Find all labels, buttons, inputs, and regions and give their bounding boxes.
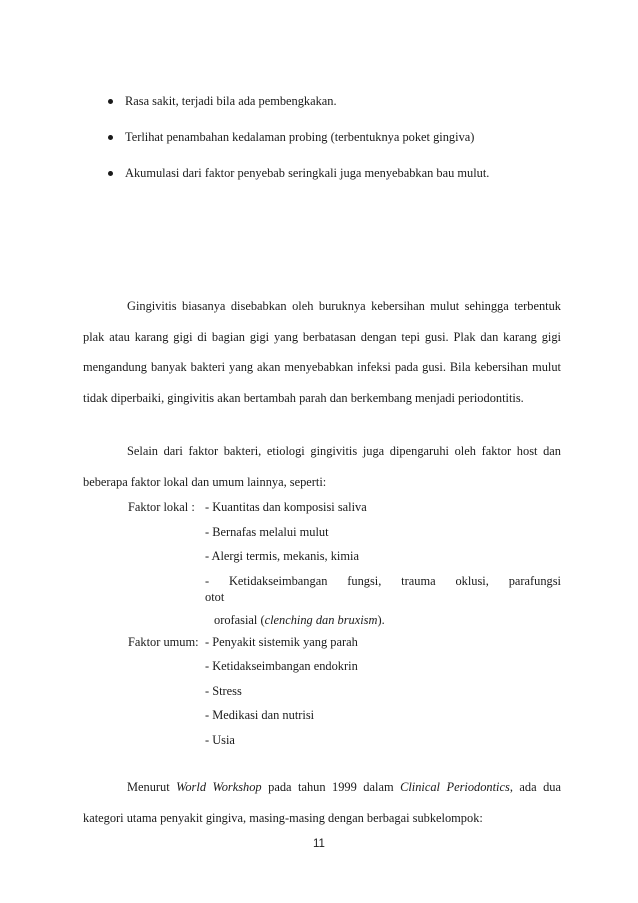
text-run: ). [377, 612, 385, 627]
local-factors-label: Faktor lokal : [128, 500, 195, 514]
list-item: - Stress [205, 683, 242, 698]
paragraph-gingivitis-cause [83, 291, 561, 413]
general-factors-list [205, 634, 561, 756]
bullet-icon [108, 171, 113, 176]
bullet-item [104, 92, 574, 128]
bullet-text: Rasa sakit, terjadi bila ada pembengkakan. [125, 94, 337, 108]
list-item: - Ketidakseimbangan endokrin [205, 659, 358, 674]
list-item-line [205, 612, 561, 628]
italic-term: World Workshop [176, 780, 262, 795]
list-item: - Kuantitas dan komposisi saliva [205, 500, 367, 514]
text-run: pada tahun 1999 dalam [261, 780, 401, 795]
bullet-item [104, 164, 574, 200]
paragraph-text: Gingivitis biasanya disebabkan oleh buruknya kebersihan mulut sehingga terbentuk plak atau karang gigi di bagian gigi yang berbatasan dengan tepi gusi. Plak dan karang gigi mengandung banyak bakteri yang akan menyebabkan infeksi pada gusi. Bila kebersihan mulut tidak diperbaiki, gingivitis akan bertambah parah dan berkembang menjadi periodontitis. [83, 299, 561, 405]
list-item: - Medikasi dan nutrisi [205, 708, 315, 723]
list-item [205, 573, 561, 628]
paragraph-text: Selain dari faktor bakteri, etiologi gingivitis juga dipengaruhi oleh faktor host dan beberapa faktor lokal dan umum lainnya, seperti: [83, 444, 561, 489]
symptom-bullet-list [104, 92, 574, 200]
text-run: orofasial ( [214, 612, 265, 627]
list-item: - Usia [205, 732, 235, 747]
page-number: 11 [313, 838, 325, 850]
italic-term: Clinical Periodontics [400, 780, 510, 795]
list-item-line: - Ketidakseimbangan fungsi, trauma oklusi, parafungsi otot [205, 573, 561, 604]
local-factors-list [205, 499, 561, 628]
italic-term: clenching dan bruxism [264, 612, 378, 627]
paragraph-etiology [83, 436, 561, 497]
bullet-text: Terlihat penambahan kedalaman probing (terbentuknya poket gingiva) [125, 130, 475, 144]
text-run: , ada dua kategori utama penyakit gingiva, masing-masing dengan berbagai subkelompok: [83, 780, 561, 825]
general-factors-label: Faktor umum: [128, 635, 199, 649]
list-item: - Penyakit sistemik yang parah [205, 635, 358, 649]
paragraph-world-workshop [83, 772, 561, 833]
bullet-icon [108, 135, 113, 140]
bullet-item [104, 128, 574, 164]
bullet-icon [108, 99, 113, 104]
text-run: Menurut [127, 780, 177, 795]
list-item: - Bernafas melalui mulut [205, 524, 329, 539]
bullet-text: Akumulasi dari faktor penyebab seringkali juga menyebabkan bau mulut. [125, 166, 490, 180]
list-item: - Alergi termis, mekanis, kimia [205, 549, 359, 563]
